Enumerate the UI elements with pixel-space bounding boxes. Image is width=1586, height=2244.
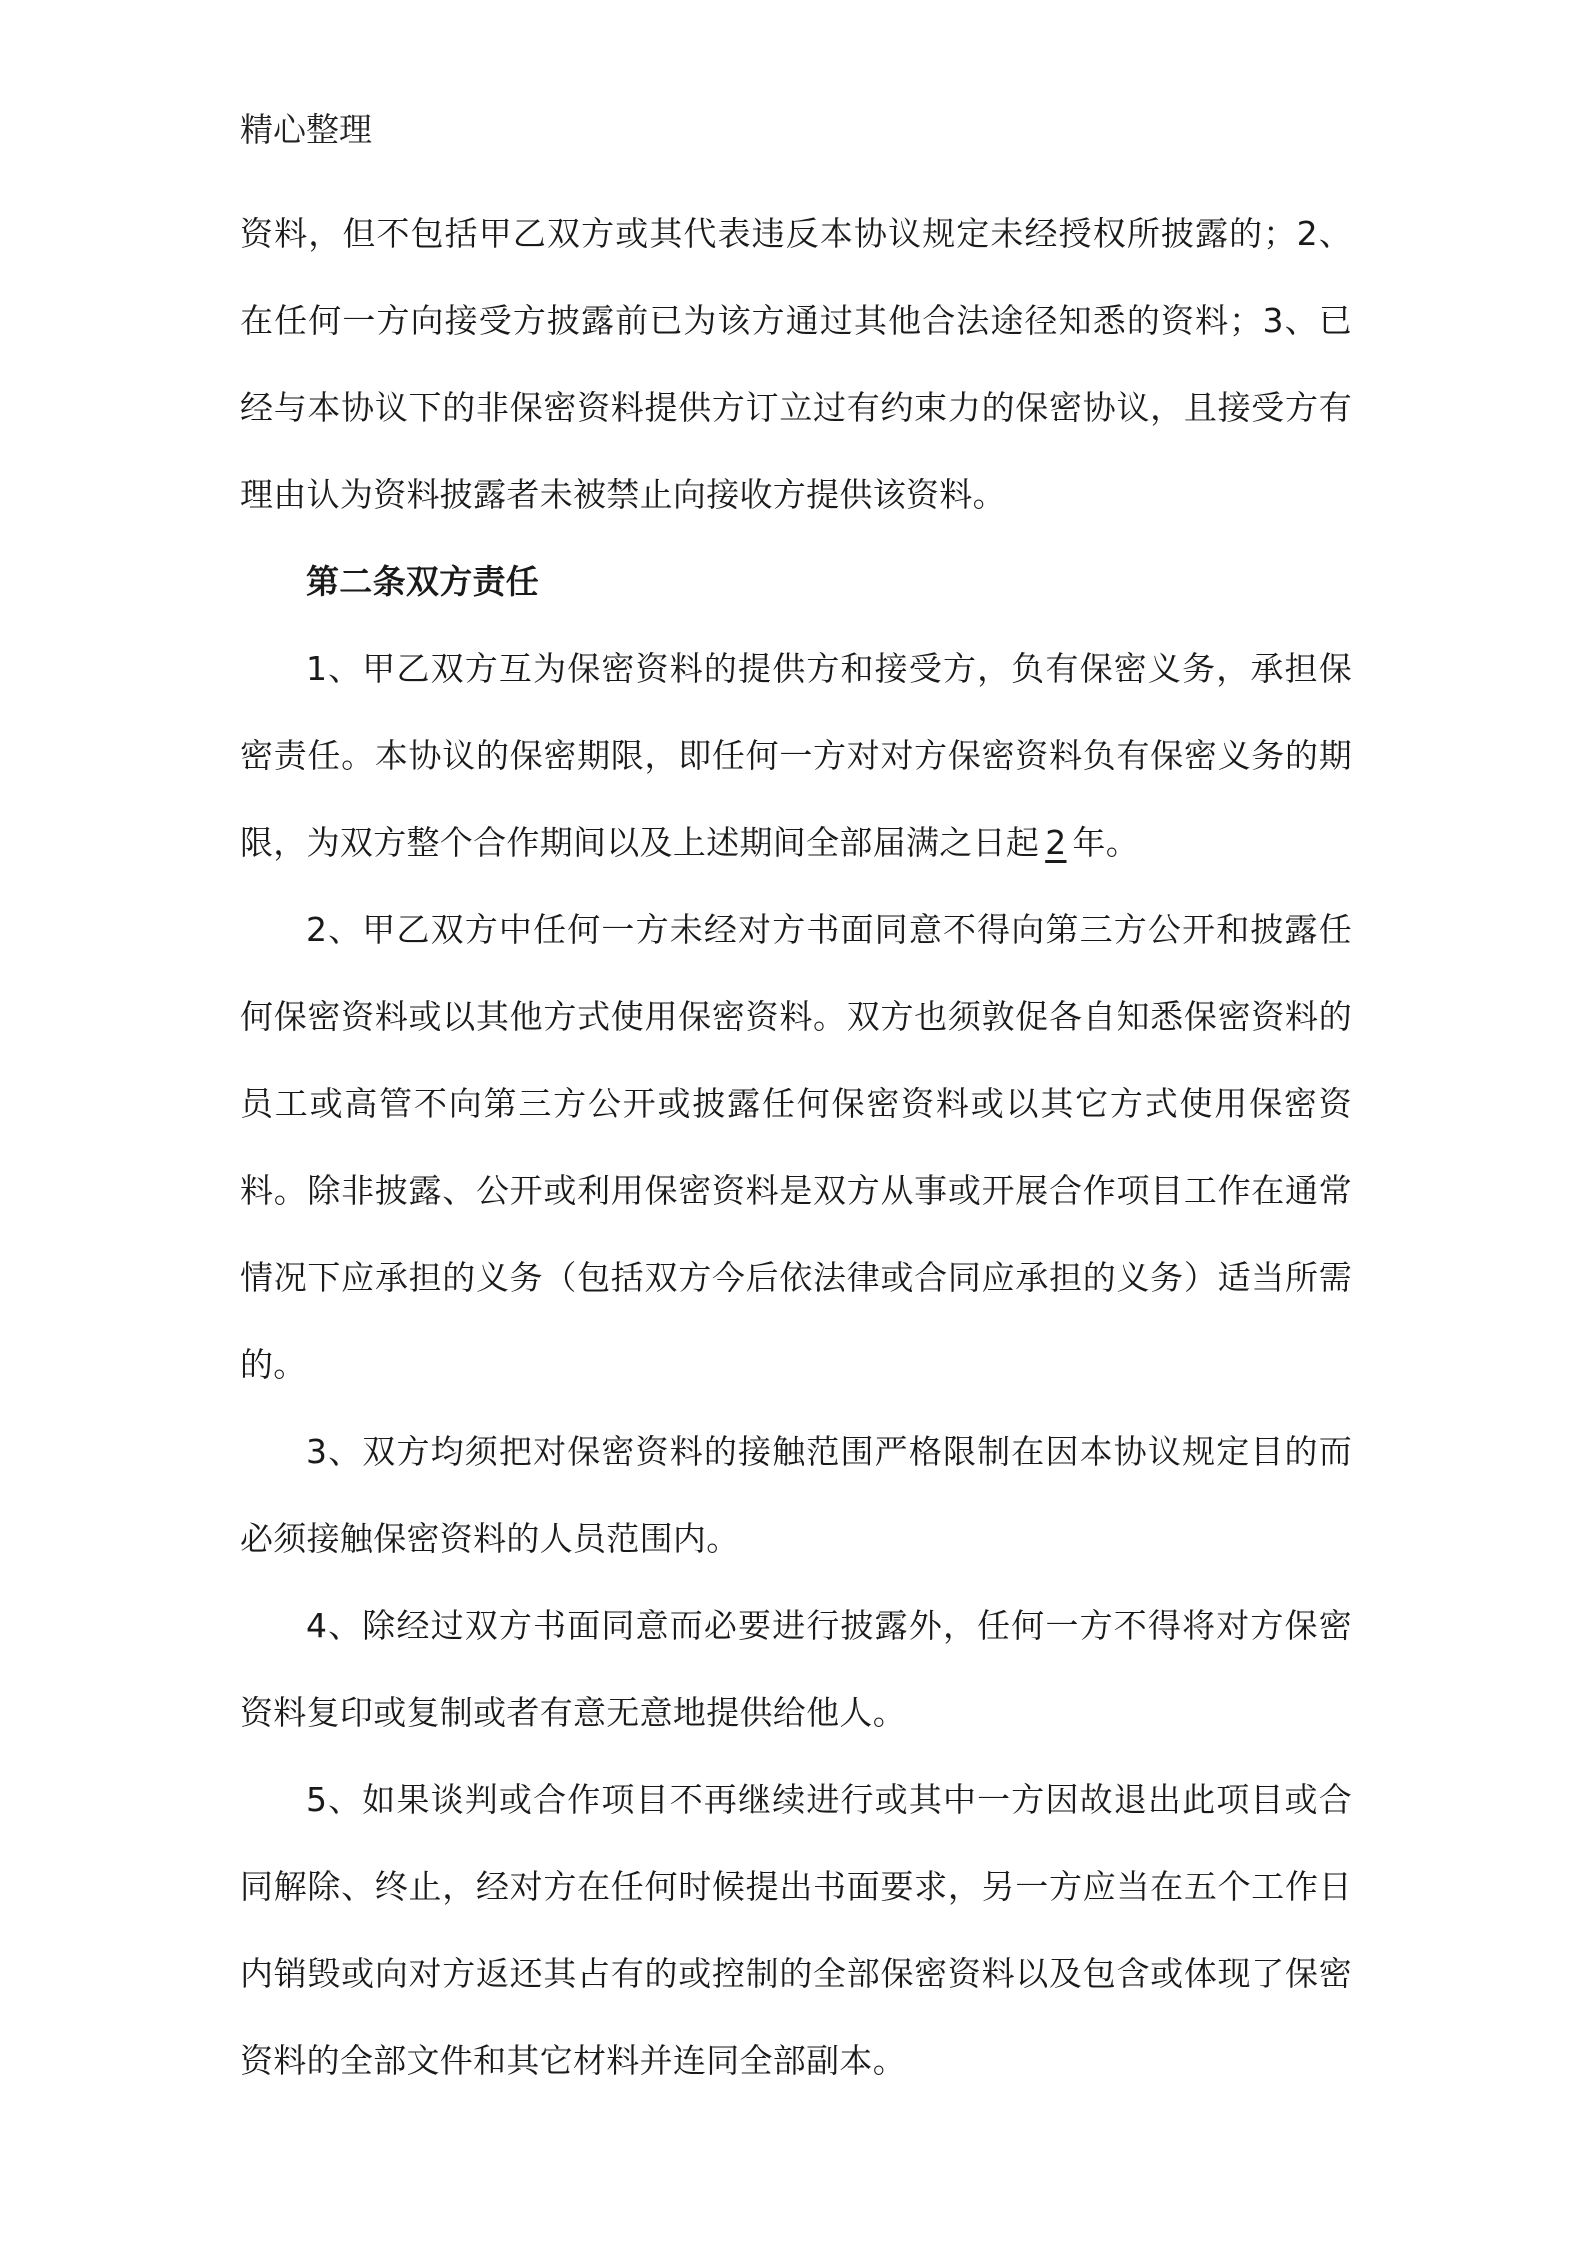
paragraph-item-4: 4、除经过双方书面同意而必要进行披露外，任何一方不得将对方保密资料复印或复制或者有意无意地提供给他人。: [240, 1606, 1352, 1732]
page-header: 精心整理: [240, 110, 372, 149]
paragraph-item-3: 3、双方均须把对保密资料的接触范围严格限制在因本协议规定目的而必须接触保密资料的人员范围内。: [240, 1432, 1352, 1558]
paragraph-item-5: 5、如果谈判或合作项目不再继续进行或其中一方因故退出此项目或合同解除、终止，经对方在任何时候提出书面要求，另一方应当在五个工作日内销毁或向对方返还其占有的或控制的全部保密资料以及包含或体现了保密资料的全部文件和其它材料并连同全部副本。: [240, 1780, 1352, 2080]
item-1-text: 1、甲乙双方互为保密资料的提供方和接受方，负有保密义务，承担保密责任。本协议的保密期限，即任何一方对对方保密资料负有保密义务的期限，为双方整个合作期间以及上述期间全部届满之日起: [240, 649, 1352, 862]
document-body: [240, 190, 1352, 2104]
paragraph-item-2: 2、甲乙双方中任何一方未经对方书面同意不得向第三方公开和披露任何保密资料或以其他方式使用保密资料。双方也须敦促各自知悉保密资料的员工或高管不向第三方公开或披露任何保密资料或以其它方式使用保密资料。除非披露、公开或利用保密资料是双方从事或开展合作项目工作在通常情况下应承担的义务（包括双方今后依法律或合同应承担的义务）适当所需的。: [240, 910, 1352, 1384]
item-1-suffix: 年。: [1072, 823, 1140, 862]
paragraph-item-1: [240, 625, 1352, 886]
section-heading: 第二条双方责任: [306, 562, 540, 601]
period-years-value: 2: [1045, 823, 1067, 862]
paragraph-continued: 资料，但不包括甲乙双方或其代表违反本协议规定未经授权所披露的；2、在任何一方向接受方披露前已为该方通过其他合法途径知悉的资料；3、已经与本协议下的非保密资料提供方订立过有约束力的保密协议，且接受方有理由认为资料披露者未被禁止向接收方提供该资料。: [240, 214, 1352, 514]
